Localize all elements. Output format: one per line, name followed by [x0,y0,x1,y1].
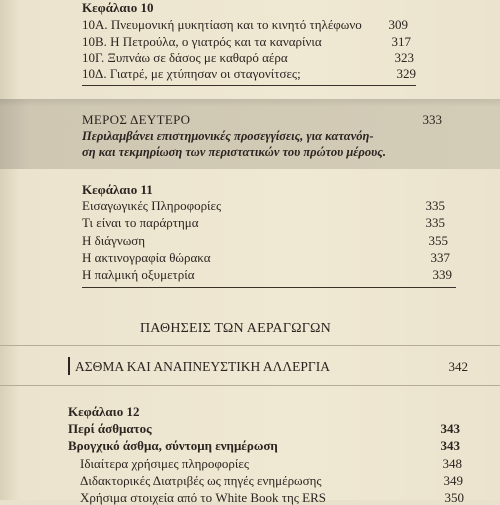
toc-page-number: 343 [440,421,460,436]
toc-page-number: 335 [425,198,445,213]
toc-entry: 10Δ. Γιατρέ, με χτύπησαν οι σταγονίτσες; [82,66,301,81]
toc-entry: 10Β. Η Πετρούλα, ο γιατρός και τα καναρίνια [82,34,322,49]
toc-entry: Ιδιαίτερα χρήσιμες πληροφορίες [80,456,250,471]
chapter-10-heading: Κεφάλαιο 10 [82,0,154,15]
toc-page-number: 348 [442,456,462,471]
toc-entry: Διδακτορικές Διατριβές ως πηγές ενημέρωσης [80,473,322,488]
chapter-10-underline [82,85,416,86]
toc-entry: Η ακτινογραφία θώρακα [82,250,211,265]
part-two-description-line1: Περιλαμβάνει επιστημονικές προσεγγίσεις, για κατανόη- [82,129,374,143]
toc-entry: 10Α. Πνευμονική μυκητίαση και το κινητό τηλέφωνο [82,17,362,32]
part-two-page-number: 333 [422,112,442,127]
section-title: ΠΑΘΗΣΕΙΣ ΤΩΝ ΑΕΡΑΓΩΓΩΝ [140,321,331,336]
toc-entry: 10Γ. Ξυπνάω σε δάσος με καθαρό αέρα [82,50,288,65]
toc-entry: Βρογχικό άσθμα, σύντομη ενημέρωση [68,438,278,453]
part-two-title: ΜΕΡΟΣ ΔΕΥΤΕΡΟ [82,112,191,127]
asthma-title: ΑΣΘΜΑ ΚΑΙ ΑΝΑΠΝΕΥΣΤΙΚΗ ΑΛΛΕΡΓΙΑ [75,359,330,374]
toc-entry: Η διάγνωση [82,233,146,248]
part-two-description-line2: ση και τεκμηρίωση των περιστατικών του πρώτου μέρους. [82,145,386,159]
section-separator [0,345,500,346]
toc-entry: Τι είναι το παράρτημα [82,215,199,230]
toc-entry: Περί άσθματος [68,421,152,436]
asthma-page-number: 342 [448,359,468,374]
toc-page-number: 323 [394,50,414,65]
toc-page-number: 329 [396,66,416,81]
toc-entry: Εισαγωγικές Πληροφορίες [82,198,222,213]
toc-page-number: 355 [428,233,448,248]
toc-page-number: 309 [388,17,408,32]
toc-page-number: 350 [444,490,464,505]
toc-entry: Η παλμική οξυμετρία [82,267,195,282]
toc-page-number: 349 [443,473,463,488]
asthma-marker [68,357,70,375]
asthma-separator [0,385,500,386]
chapter-12-heading: Κεφάλαιο 12 [68,404,140,419]
toc-page-number: 337 [430,250,450,265]
toc-entry: Χρήσιμα στοιχεία από το White Book της ERS [80,490,327,505]
band-shadow [0,99,500,107]
toc-page-number: 317 [391,34,411,49]
chapter-11-underline [82,287,456,288]
toc-page-number: 343 [440,438,460,453]
chapter-11-heading: Κεφάλαιο 11 [82,182,153,197]
toc-page-number: 335 [425,215,445,230]
toc-page-number: 339 [432,267,452,282]
